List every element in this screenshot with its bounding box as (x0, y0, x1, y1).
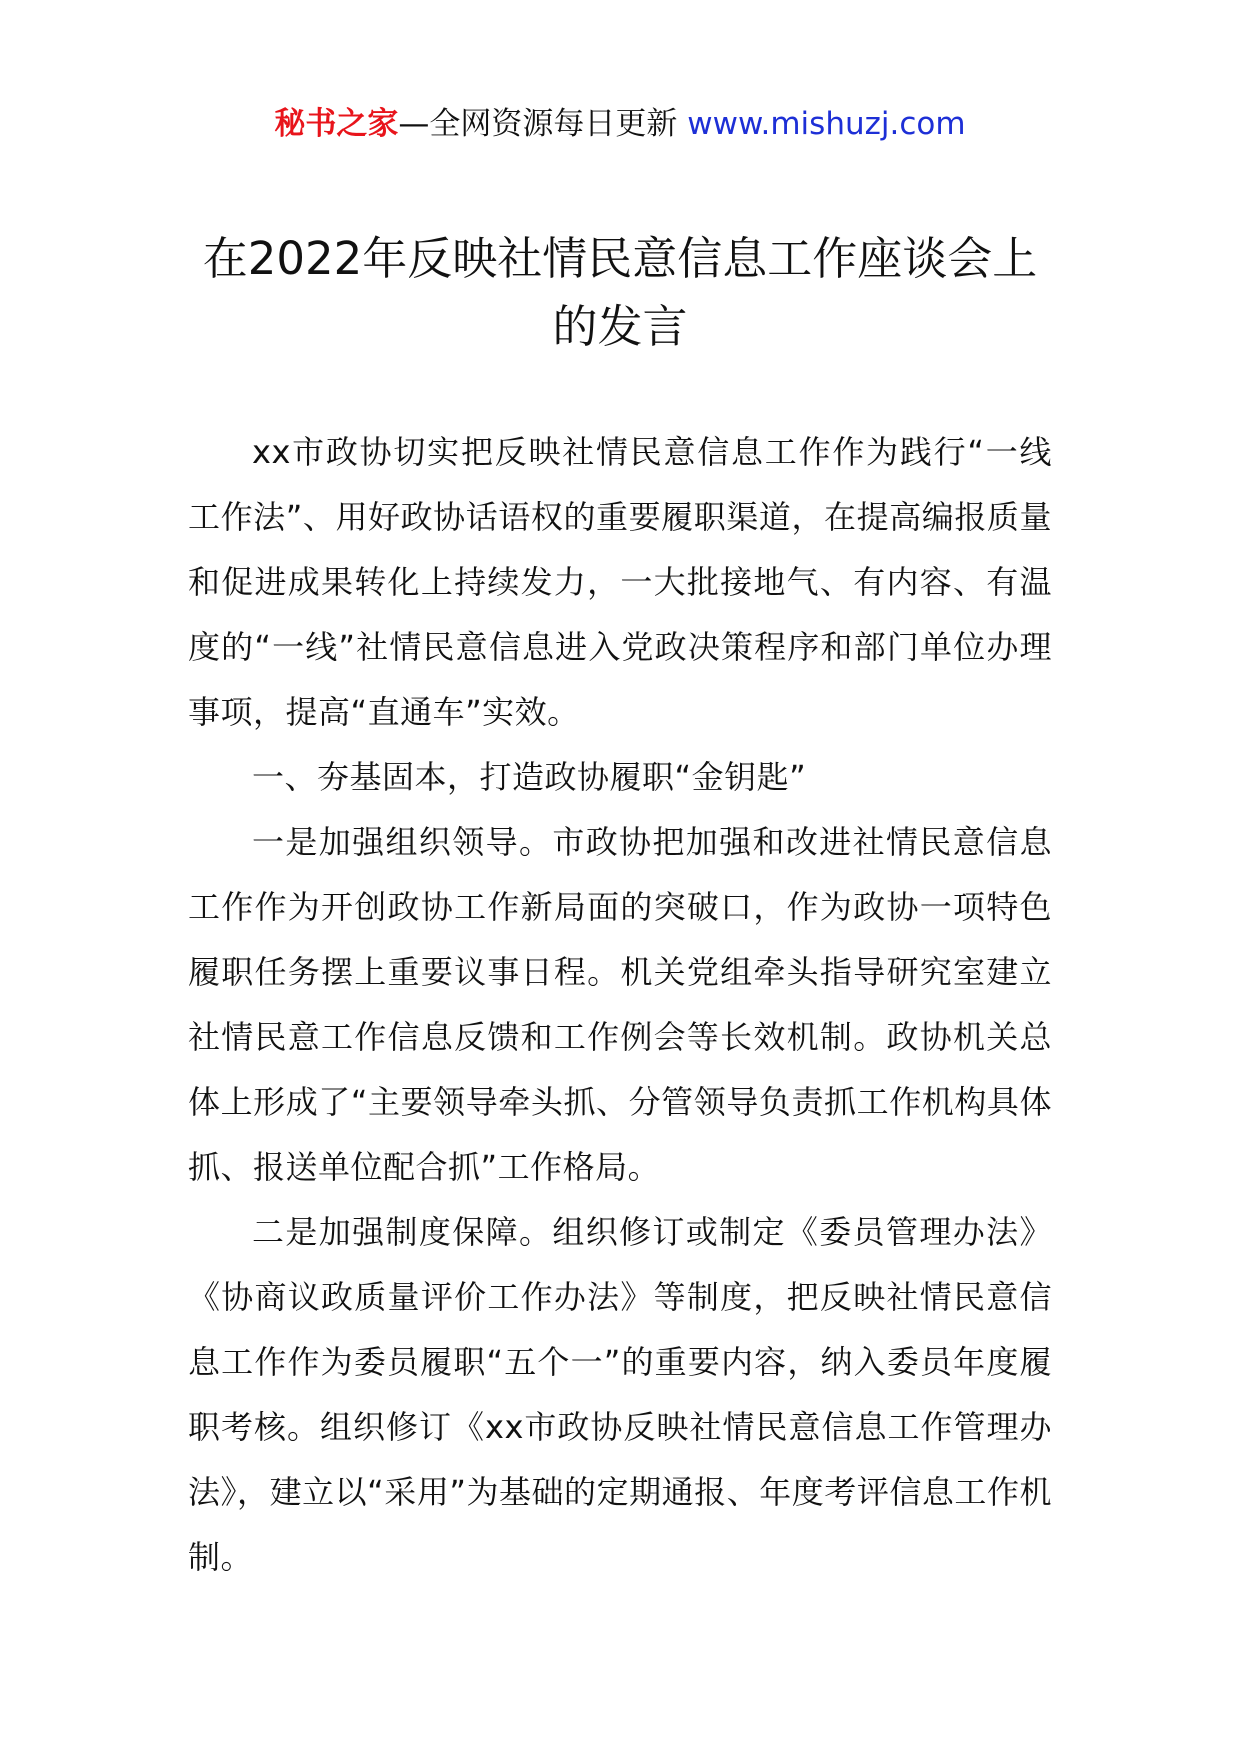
document-body (188, 420, 1052, 1590)
paragraph-system: 二是加强制度保障。组织修订或制定《委员管理办法》《协商议政质量评价工作办法》等制度，把反映社情民意信息工作作为委员履职“五个一”的重要内容，纳入委员年度履职考核。组织修订《xx市政协反映社情民意信息工作管理办法》，建立以“采用”为基础的定期通报、年度考评信息工作机制。 (188, 1213, 1052, 1576)
site-header (0, 100, 1240, 148)
paragraph-organization: 一是加强组织领导。市政协把加强和改进社情民意信息工作作为开创政协工作新局面的突破口，作为政协一项特色履职任务摆上重要议事日程。机关党组牵头指导研究室建立社情民意工作信息反馈和工作例会等长效机制。政协机关总体上形成了“主要领导牵头抓、分管领导负责抓工作机构具体抓、报送单位配合抓”工作格局。 (188, 823, 1052, 1186)
paragraph-intro: xx市政协切实把反映社情民意信息工作作为践行“一线工作法”、用好政协话语权的重要履职渠道，在提高编报质量和促进成果转化上持续发力，一大批接地气、有内容、有温度的“一线”社情民意信息进入党政决策程序和部门单位办理事项，提高“直通车”实效。 (188, 433, 1052, 731)
section-heading-1: 一、夯基固本，打造政协履职“金钥匙” (252, 758, 807, 796)
brand-name: 秘书之家 (274, 106, 399, 142)
document-title: 在2022年反映社情民意信息工作座谈会上的发言 (202, 232, 1038, 353)
header-tagline: —全网资源每日更新 (398, 106, 688, 142)
site-url-link[interactable]: www.mishuzj.com (687, 106, 966, 142)
